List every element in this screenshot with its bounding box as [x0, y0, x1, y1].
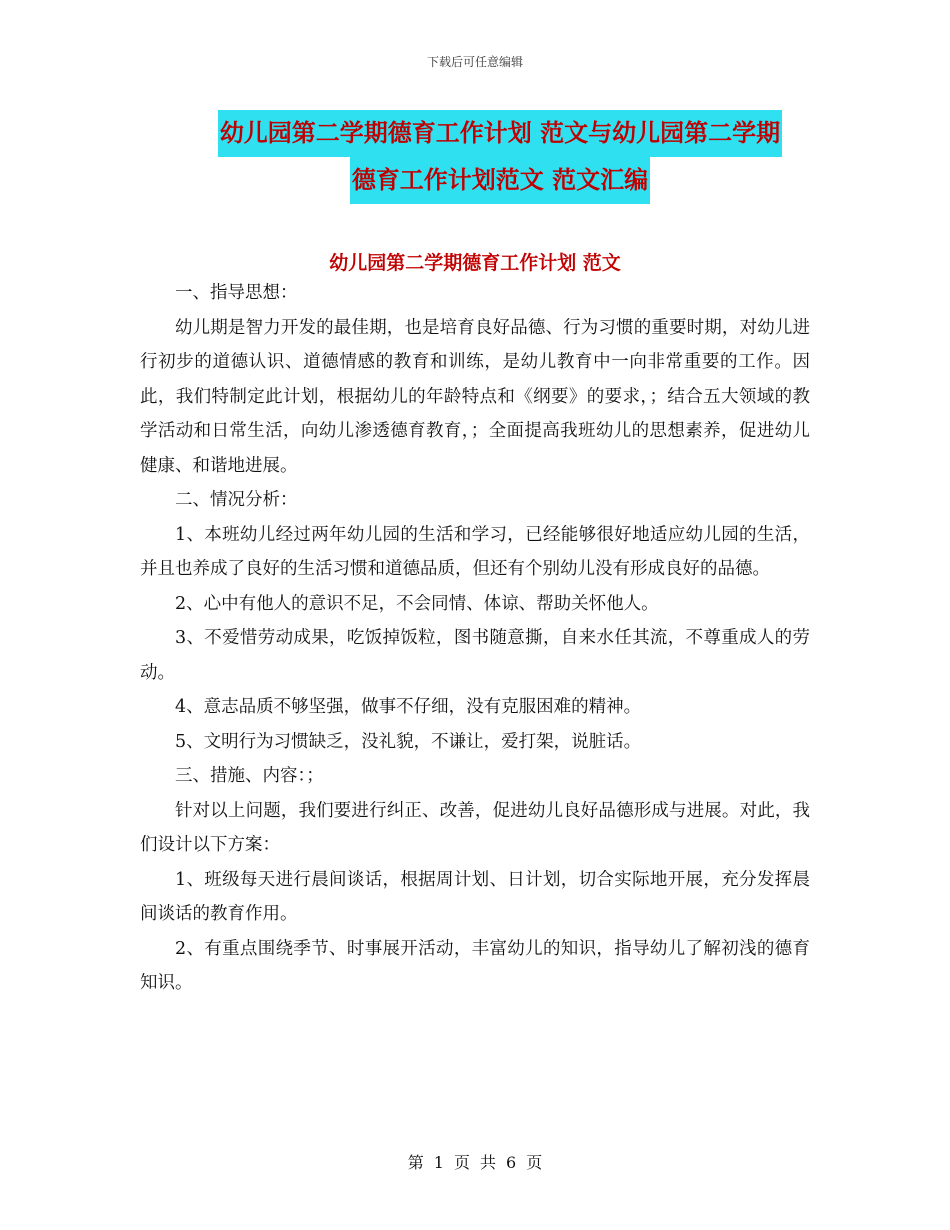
document-title-line-2: 德育工作计划范文 范文汇编	[350, 157, 650, 204]
page-number: 1	[433, 1153, 444, 1172]
section-title: 幼儿园第二学期德育工作计划 范文	[329, 252, 621, 274]
document-title-line-1: 幼儿园第二学期德育工作计划 范文与幼儿园第二学期	[218, 110, 782, 157]
footer-prefix: 第	[407, 1153, 424, 1172]
paragraph: 2、心中有他人的意识不足，不会同情、体谅、帮助关怀他人。	[175, 593, 659, 614]
paragraph: 1、班级每天进行晨间谈话，根据周计划、日计划，切合实际地开展，充分发挥晨间谈话的教育作用。	[140, 869, 810, 924]
heading-situation-analysis: 二、情况分析：	[175, 490, 298, 510]
document-body	[140, 276, 810, 1001]
document-title	[140, 110, 860, 204]
paragraph: 幼儿期是智力开发的最佳期，也是培育良好品德、行为习惯的重要时期，对幼儿进行初步的道德认识、道德情感的教育和训练，是幼儿教育中一向非常重要的工作。因此，我们特制定此计划，根据幼儿的年龄特点和《纲要》的要求，；结合五大领域的教学活动和日常生活，向幼儿渗透德育教育，；全面提高我班幼儿的思想素养，促进幼儿健康、和谐地进展。	[140, 317, 810, 476]
total-pages: 6	[506, 1153, 517, 1172]
paragraph: 2、有重点围绕季节、时事展开活动，丰富幼儿的知识，指导幼儿了解初浅的德育知识。	[140, 938, 810, 993]
header-note: 下载后可任意编辑	[426, 55, 523, 69]
heading-guiding-thought: 一、指导思想：	[175, 283, 298, 303]
paragraph: 4、意志品质不够坚强，做事不仔细，没有克服困难的精神。	[175, 697, 642, 717]
page-footer	[0, 1150, 950, 1173]
footer-page-unit: 页	[453, 1153, 470, 1172]
paragraph: 1、本班幼儿经过两年幼儿园的生活和学习，已经能够很好地适应幼儿园的生活，并且也养成了良好的生活习惯和道德品质，但还有个别幼儿没有形成良好的品德。	[140, 524, 810, 579]
paragraph: 针对以上问题，我们要进行纠正、改善，促进幼儿良好品德形成与进展。对此，我们设计以下方案：	[140, 800, 810, 855]
paragraph: 5、文明行为习惯缺乏，没礼貌，不谦让，爱打架，说脏话。	[175, 731, 642, 752]
paragraph: 3、不爱惜劳动成果，吃饭掉饭粒，图书随意撕，自来水任其流，不尊重成人的劳动。	[140, 628, 810, 683]
heading-measures: 三、措施、内容：；	[175, 766, 324, 786]
footer-total-prefix: 共	[480, 1153, 497, 1172]
footer-total-unit: 页	[526, 1153, 543, 1172]
